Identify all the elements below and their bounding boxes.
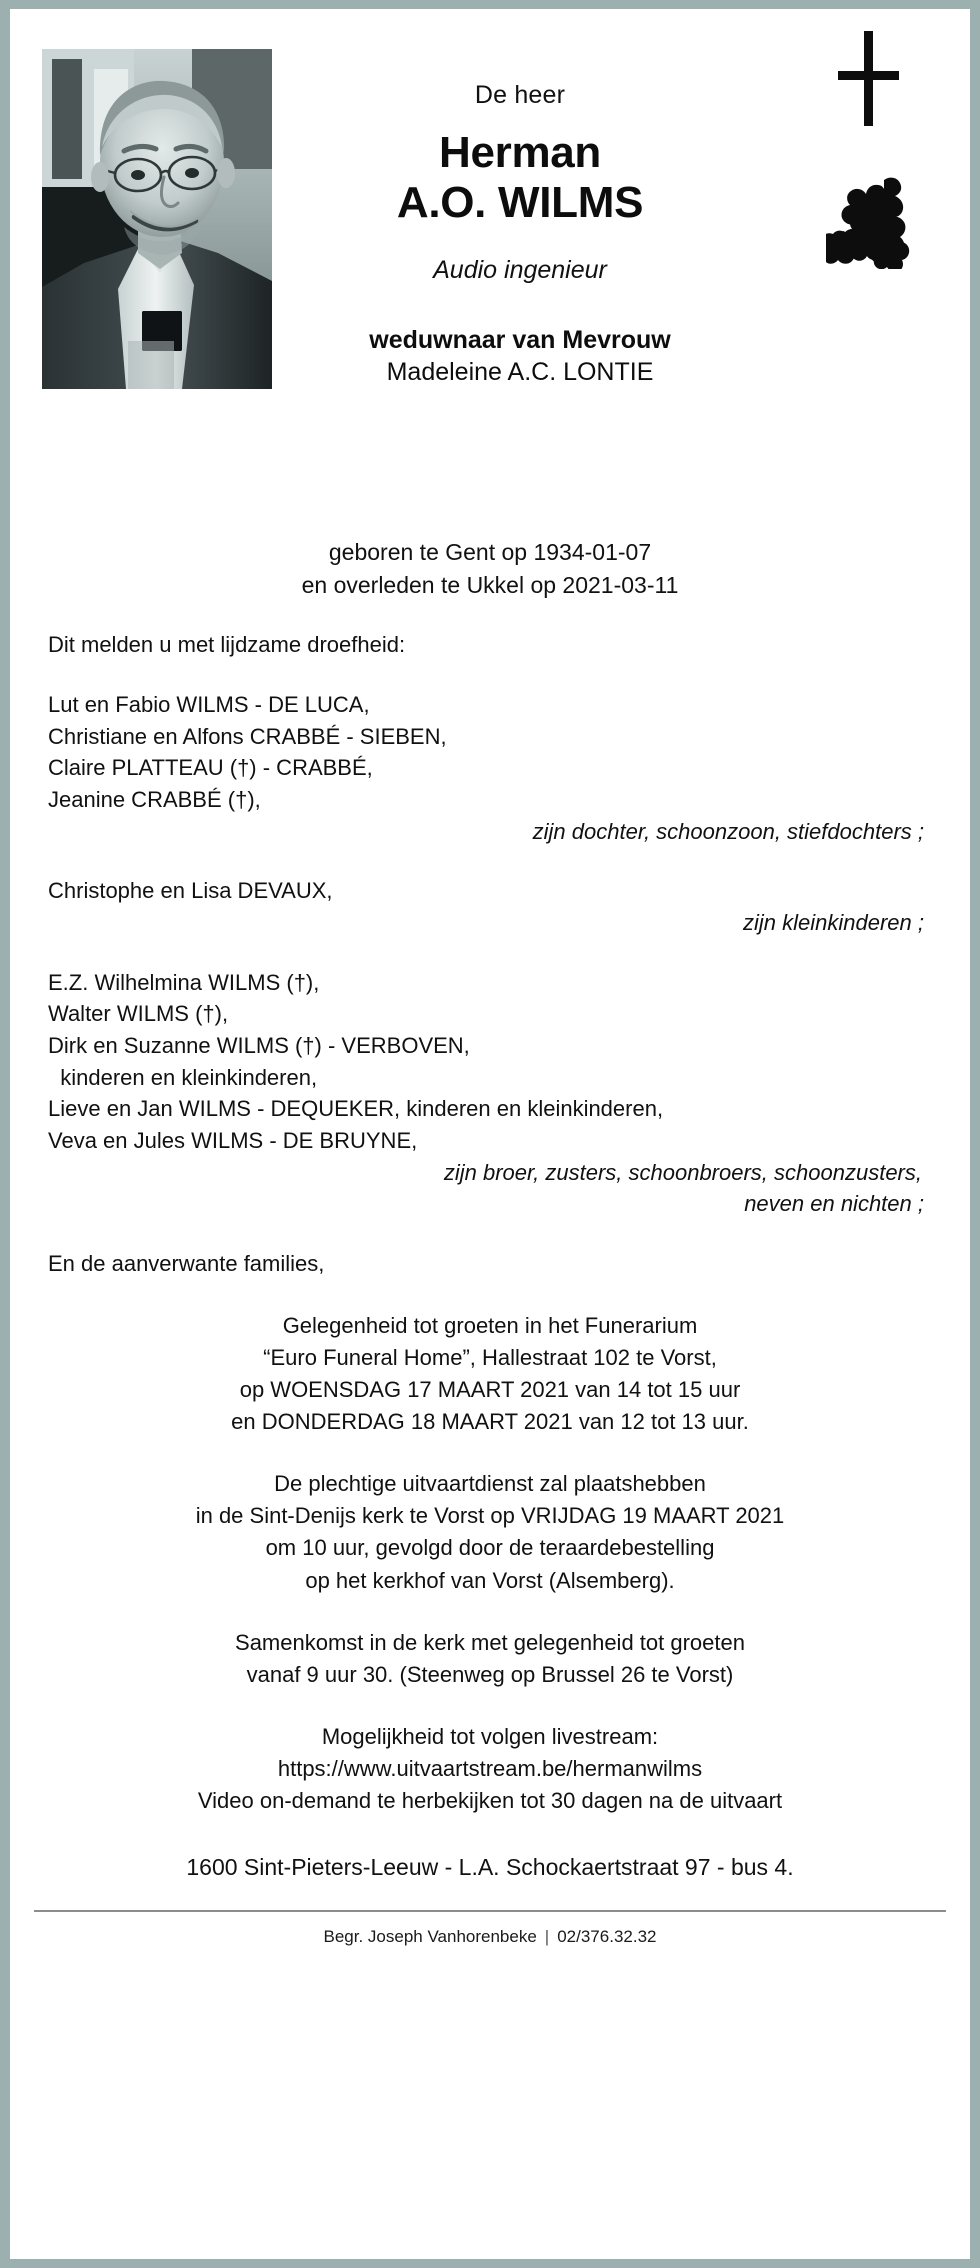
- name-block: [290, 9, 750, 388]
- family-group-1: [48, 689, 932, 847]
- gathering-section: [48, 1627, 932, 1691]
- family-member: kinderen en kleinkinderen,: [48, 1064, 318, 1090]
- announcement-intro-block: [48, 629, 932, 661]
- birth-line: geboren te Gent op 1934-01-07: [328, 539, 652, 565]
- livestream-url[interactable]: https://www.uitvaartstream.be/hermanwilms: [277, 1755, 703, 1781]
- family-member: Christiane en Alfons CRABBÉ - SIEBEN,: [48, 723, 447, 749]
- livestream-label: Mogelijkheid tot volgen livestream:: [321, 1723, 659, 1749]
- footer-separator: |: [544, 1927, 550, 1947]
- family-member: Veva en Jules WILMS - DE BRUYNE,: [48, 1128, 418, 1154]
- service-section: [48, 1468, 932, 1596]
- salutation: De heer: [474, 81, 566, 109]
- given-name: Herman: [438, 128, 602, 177]
- portrait-photo: [42, 49, 272, 389]
- relation-label: zijn dochter, schoonzoon, stiefdochters ;: [532, 818, 924, 844]
- family-name: A.O. WILMS: [396, 178, 644, 228]
- relation-label: zijn kleinkinderen ;: [743, 910, 924, 936]
- visitation-line-1: Gelegenheid tot groeten in het Funerarium: [282, 1312, 698, 1338]
- family-member: Lieve en Jan WILMS - DEQUEKER, kinderen en kleinkinderen,: [48, 1096, 664, 1122]
- family-closing: En de aanverwante families,: [48, 1251, 325, 1277]
- visitation-line-3: op WOENSDAG 17 MAART 2021 van 14 tot 15 uur: [239, 1376, 741, 1402]
- livestream-section: [48, 1721, 932, 1817]
- lifespan-section: [10, 536, 970, 601]
- visitation-section: [48, 1310, 932, 1438]
- service-line-2: in de Sint-Denijs kerk te Vorst op VRIJDAG 19 MAART 2021: [195, 1503, 785, 1529]
- profession: Audio ingenieur: [433, 256, 607, 285]
- relation-label-cont: neven en nichten ;: [744, 1191, 924, 1217]
- spouse-name: Madeleine A.C. LONTIE: [386, 357, 654, 386]
- announcement-intro: Dit melden u met lijdzame droefheid:: [48, 632, 406, 658]
- card-inner: [10, 9, 970, 2259]
- family-member: Claire PLATTEAU (†) - CRABBÉ,: [48, 755, 373, 781]
- family-member: Lut en Fabio WILMS - DE LUCA,: [48, 691, 370, 717]
- service-line-4: op het kerkhof van Vorst (Alsemberg).: [305, 1567, 675, 1593]
- header-section: [10, 9, 970, 529]
- body-text: [10, 629, 970, 1884]
- family-member: Christophe en Lisa DEVAUX,: [48, 878, 333, 904]
- family-group-2: [48, 875, 932, 938]
- visitation-line-2: “Euro Funeral Home”, Hallestraat 102 te Vorst,: [263, 1344, 717, 1370]
- death-line: en overleden te Ukkel op 2021-03-11: [301, 571, 679, 598]
- spouse-block: [290, 325, 750, 388]
- cross-horizontal-bar: [838, 71, 899, 80]
- spouse-prefix: weduwnaar van Mevrouw: [369, 326, 671, 355]
- relation-label: zijn broer, zusters, schoonbroers, schoonzusters,: [443, 1159, 922, 1185]
- gathering-line-2: vanaf 9 uur 30. (Steenweg op Brussel 26 te Vorst): [246, 1661, 734, 1687]
- flemish-lion-icon: [826, 174, 922, 269]
- visitation-line-4: en DONDERDAG 18 MAART 2021 van 12 tot 13 uur.: [231, 1409, 749, 1435]
- family-group-3: [48, 967, 932, 1220]
- service-line-3: om 10 uur, gevolgd door de teraardebestelling: [265, 1535, 715, 1561]
- contact-address: 1600 Sint-Pieters-Leeuw - L.A. Schockaertstraat 97 - bus 4.: [186, 1854, 794, 1881]
- cross-icon: [828, 31, 908, 126]
- gathering-line-1: Samenkomst in de kerk met gelegenheid tot groeten: [235, 1629, 745, 1655]
- family-member: Dirk en Suzanne WILMS (†) - VERBOVEN,: [48, 1033, 470, 1059]
- family-member: E.Z. Wilhelmina WILMS (†),: [48, 969, 320, 995]
- family-member: Walter WILMS (†),: [48, 1001, 229, 1027]
- undertaker-name: Begr. Joseph Vanhorenbeke: [323, 1927, 537, 1947]
- family-member: Jeanine CRABBÉ (†),: [48, 787, 261, 812]
- undertaker-phone: 02/376.32.32: [557, 1927, 657, 1947]
- footer: [10, 1912, 970, 1947]
- service-line-1: De plechtige uitvaartdienst zal plaatshebben: [274, 1471, 706, 1497]
- family-closing-block: [48, 1248, 932, 1280]
- livestream-vod-note: Video on-demand te herbekijken tot 30 dagen na de uitvaart: [197, 1788, 783, 1814]
